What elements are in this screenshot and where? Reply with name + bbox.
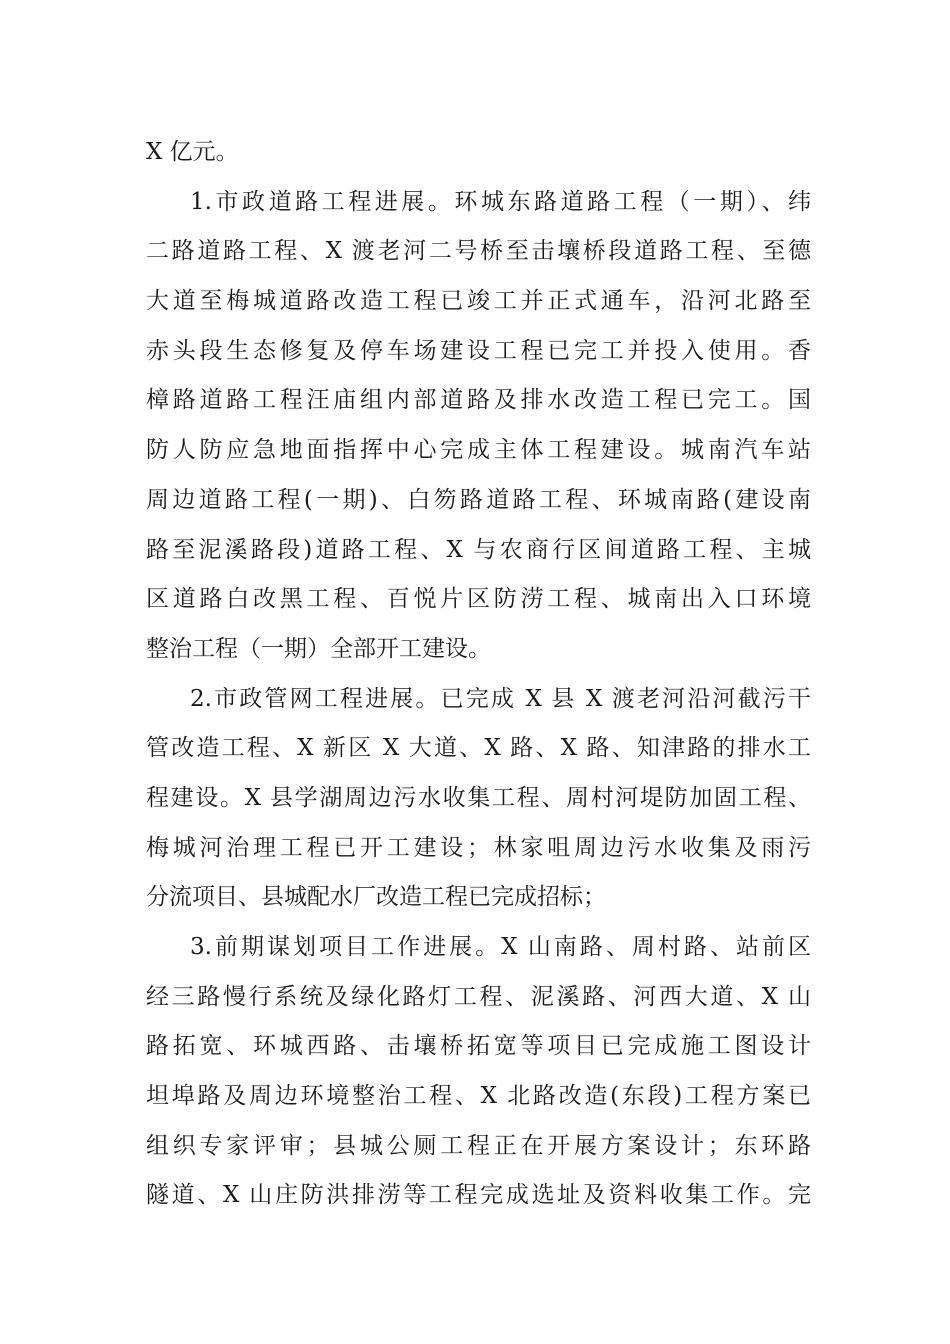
text-line: 二路道路工程、X 渡老河二号桥至击壤桥段道路工程、至德: [146, 238, 811, 265]
text-line: 经三路慢行系统及绿化路灯工程、泥溪路、河西大道、X 山: [146, 983, 811, 1010]
section-3-heading-line: 3.前期谋划项目工作进展。X 山南路、周村路、站前区: [190, 934, 811, 960]
text-line: 坦埠路及周边环境整治工程、X 北路改造(东段)工程方案已: [146, 1083, 811, 1110]
text-line: 管改造工程、X 新区 X 大道、X 路、X 路、知津路的排水工: [146, 735, 811, 762]
text-line: 程建设。X 县学湖周边污水收集工程、周村河堤防加固工程、: [146, 784, 811, 811]
text-line: 防人防应急地面指挥中心完成主体工程建设。城南汽车站: [146, 437, 811, 464]
text-line: 赤头段生态修复及停车场建设工程已完工并投入使用。香: [146, 337, 811, 364]
section-1-heading-line: 1.市政道路工程进展。环城东路道路工程（一期）、纬: [190, 188, 811, 215]
body-text: [146, 128, 811, 1221]
text-line: 分流项目、县城配水厂改造工程已完成招标；: [146, 884, 606, 911]
text-line: X 亿元。: [146, 139, 239, 165]
text-line: 大道至梅城道路改造工程已竣工并正式通车，沿河北路至: [146, 288, 811, 315]
text-line: 路至泥溪路段)道路工程、X 与农商行区间道路工程、主城: [146, 536, 811, 563]
text-line: 区道路白改黑工程、百悦片区防涝工程、城南出入口环境: [146, 586, 811, 613]
text-line: 整治工程（一期）全部开工建设。: [146, 635, 491, 662]
text-line: 梅城河治理工程已开工建设；林家咀周边污水收集及雨污: [146, 834, 811, 861]
section-2-heading-line: 2.市政管网工程进展。已完成 X 县 X 渡老河沿河截污干: [190, 685, 811, 712]
text-line: 路拓宽、环城西路、击壤桥拓宽等项目已完成施工图设计: [146, 1033, 811, 1060]
text-line: 隧道、X 山庄防洪排涝等工程完成选址及资料收集工作。完: [146, 1182, 811, 1209]
text-line: 组织专家评审；县城公厕工程正在开展方案设计；东环路: [146, 1132, 811, 1159]
text-line: 周边道路工程(一期)、白笏路道路工程、环城南路(建设南: [146, 486, 811, 513]
text-line: 樟路道路工程汪庙组内部道路及排水改造工程已完工。国: [146, 387, 811, 414]
